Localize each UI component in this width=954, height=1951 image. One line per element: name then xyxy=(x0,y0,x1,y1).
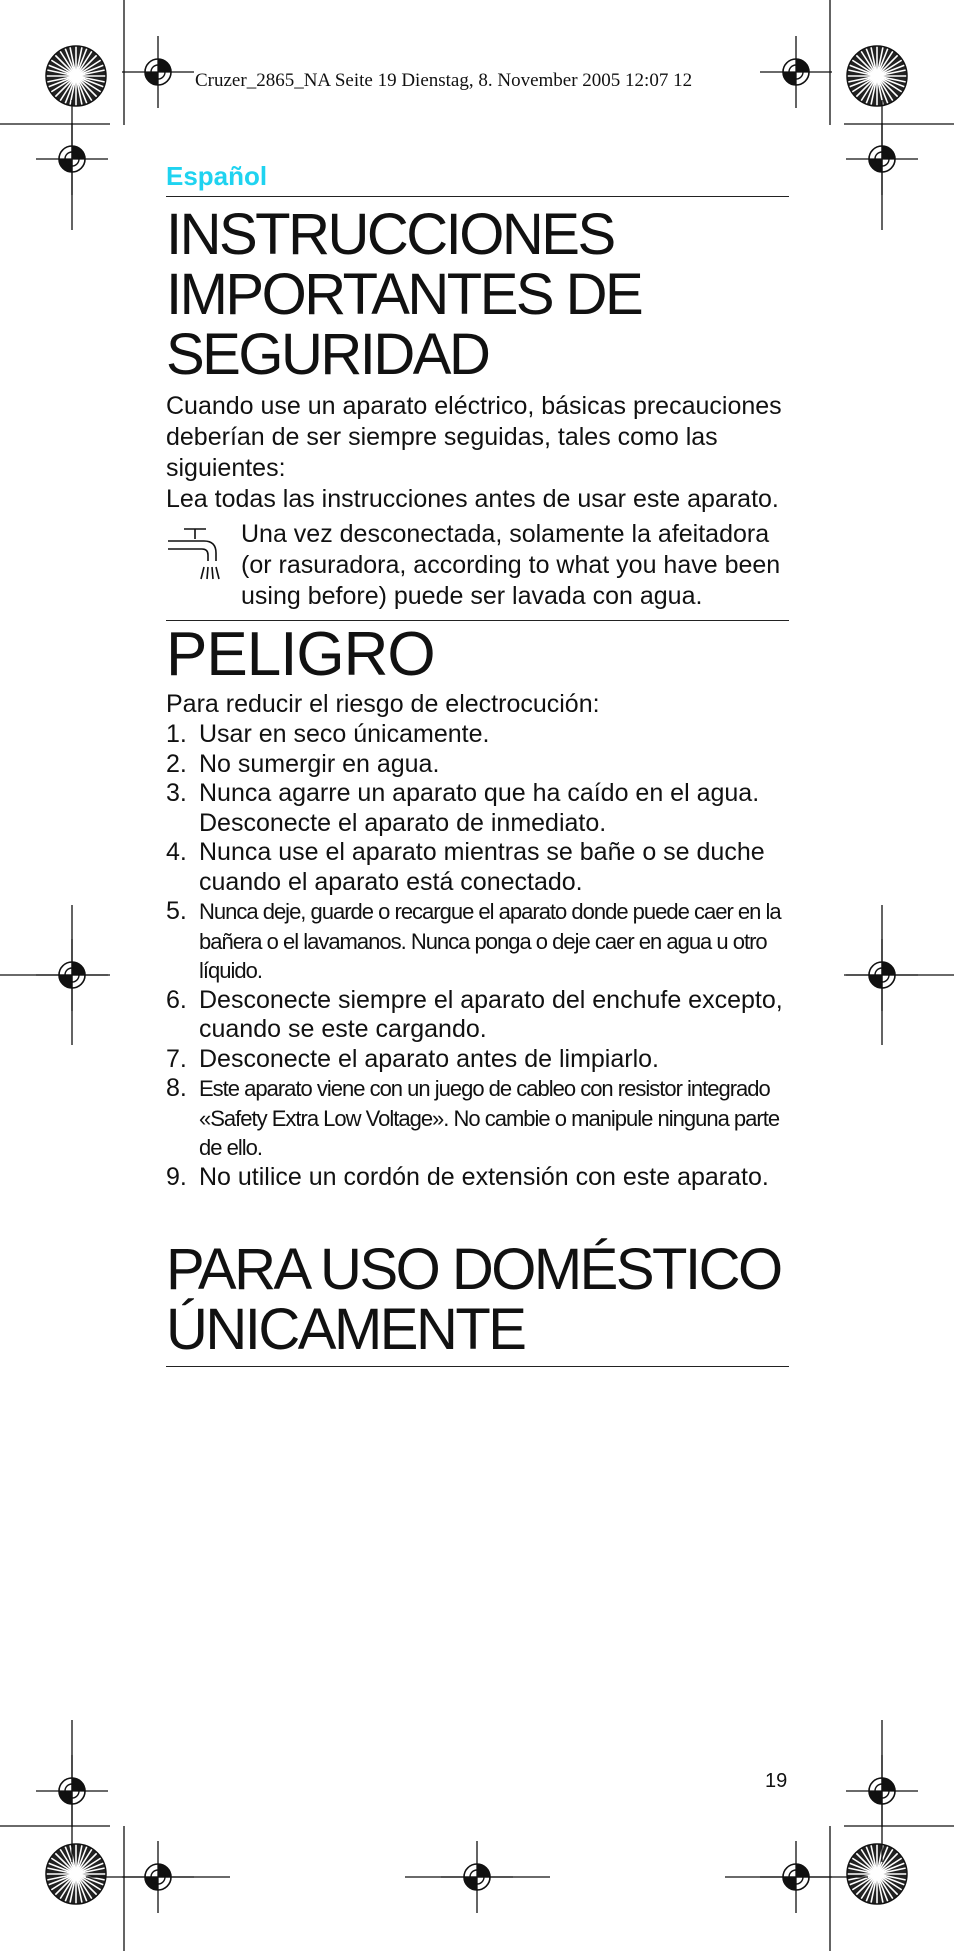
item-number: 8. xyxy=(166,1074,187,1102)
list-item xyxy=(166,779,789,838)
household-title: PARA USO DOMÉSTICO ÚNICAMENTE xyxy=(166,1237,781,1362)
item-text: Usar en seco únicamente. xyxy=(199,720,490,748)
list-item xyxy=(166,897,789,986)
item-number: 2. xyxy=(166,749,187,778)
danger-lead: Para reducir el riesgo de electrocución: xyxy=(166,690,600,718)
item-text: Nunca use el aparato mientras se bañe o se duche cuando el aparato está conectado. xyxy=(199,838,765,896)
list-item xyxy=(166,1074,789,1163)
divider xyxy=(166,1366,789,1367)
item-number: 4. xyxy=(166,838,187,866)
manual-page-content xyxy=(166,156,789,1367)
print-slug: Cruzer_2865_NA Seite 19 Dienstag, 8. November 2005 12:07 12 xyxy=(195,70,693,91)
page-number: 19 xyxy=(765,1770,788,1792)
faucet-icon xyxy=(166,527,221,585)
list-item xyxy=(166,986,789,1045)
safety-title: INSTRUCCIONES IMPORTANTES DE SEGURIDAD xyxy=(166,202,642,387)
item-number: 7. xyxy=(166,1044,187,1073)
item-text: Desconecte el aparato antes de limpiarlo. xyxy=(199,1044,659,1073)
item-text: Este aparato viene con un juego de cableo con resistor integrado «Safety Extra Low Voltage». No cambie o manipule ninguna parte de ello. xyxy=(199,1076,780,1160)
item-text: Nunca agarre un aparato que ha caído en el agua. Desconecte el aparato de inmediato. xyxy=(199,779,760,837)
item-number: 9. xyxy=(166,1162,187,1191)
water-note-text: Una vez desconectada, solamente la afeitadora (or rasuradora, according to what you have been using before) puede ser lavada con agua. xyxy=(241,520,781,610)
list-item xyxy=(166,750,789,780)
item-number: 5. xyxy=(166,897,187,925)
danger-title: PELIGRO xyxy=(166,620,435,689)
item-number: 6. xyxy=(166,985,187,1014)
item-text: Nunca deje, guarde o recargue el aparato donde puede caer en la bañera o el lavamanos. Nunca ponga o deje caer en agua u otro líquido. xyxy=(199,899,781,983)
item-number: 3. xyxy=(166,779,187,807)
intro-paragraph: Lea todas las instrucciones antes de usar este aparato. xyxy=(166,485,779,513)
list-item xyxy=(166,1045,789,1075)
item-text: No sumergir en agua. xyxy=(199,749,440,778)
list-item xyxy=(166,720,789,750)
intro-paragraph: Cuando use un aparato eléctrico, básicas precauciones deberían de ser siempre seguidas, tales como las siguientes: xyxy=(166,392,782,482)
divider xyxy=(166,196,789,197)
list-item xyxy=(166,1163,789,1193)
list-item xyxy=(166,838,789,897)
water-note xyxy=(166,519,789,612)
language-label: Español xyxy=(166,161,268,191)
item-text: Desconecte siempre el aparato del enchufe excepto, cuando se este cargando. xyxy=(199,985,783,1043)
item-text: No utilice un cordón de extensión con este aparato. xyxy=(199,1162,769,1191)
item-number: 1. xyxy=(166,720,187,748)
danger-list xyxy=(166,720,789,1192)
